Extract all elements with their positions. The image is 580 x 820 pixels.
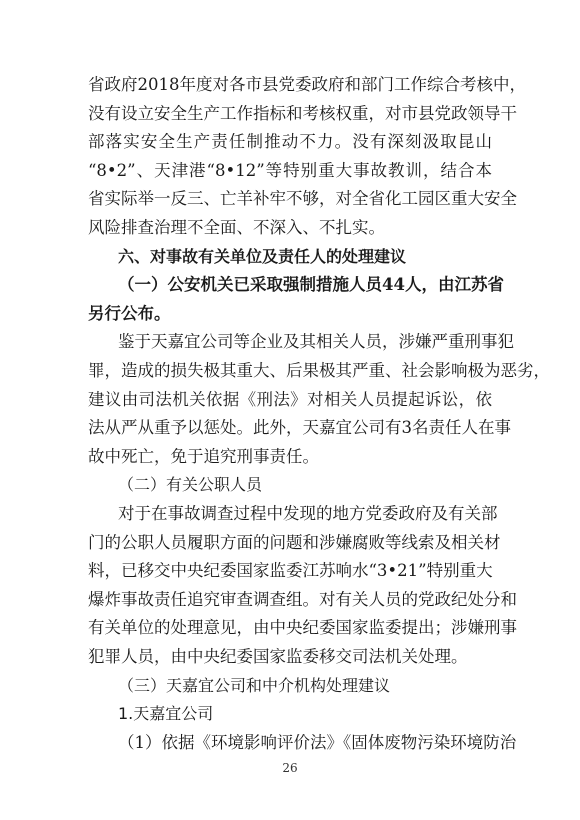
- paragraph-line: 料，已移交中央纪委国家监委江苏响水“3•21”特别重大: [88, 561, 493, 581]
- paragraph-line: 爆炸事故责任追究审查调查组。对有关人员的党政纪处分和: [88, 589, 517, 609]
- paragraph-line: 省政府2018年度对各市县党委政府和部门工作综合考核中，: [88, 75, 526, 94]
- paragraph-line: 省实际举一反三、亡羊补牢不够，对全省化工园区重大安全: [88, 189, 517, 209]
- paragraph-line: 故中死亡，免于追究刑事责任。: [88, 446, 319, 466]
- paragraph-line: 犯罪人员，由中央纪委国家监委移交司法机关处理。: [88, 647, 468, 666]
- paragraph-line: 对于在事故调查过程中发现的地方党委政府及有关部: [118, 504, 498, 523]
- paragraph-line: 建议由司法机关依据《刑法》对相关人员提起诉讼，依: [88, 389, 492, 409]
- paragraph-line: 门的公职人员履职方面的问题和涉嫌腐败等线索及相关材: [88, 532, 501, 552]
- paragraph-line: 风险排查治理不全面、不深入、不扎实。: [88, 218, 385, 237]
- subsection-heading: （一）公安机关已采取强制措施人员44人，由江苏省: [118, 275, 504, 295]
- subsection-heading: 1.天嘉宜公司: [118, 704, 214, 724]
- paragraph-line: 罪，造成的损失极其重大、后果极其严重、社会影响极为恶劣，: [88, 361, 550, 380]
- paragraph-line: 鉴于天嘉宜公司等企业及其相关人员，涉嫌严重刑事犯: [118, 332, 514, 352]
- paragraph-line: （1）依据《环境影响评价法》《固体废物污染环境防治: [118, 732, 517, 752]
- section-heading: 六、对事故有关单位及责任人的处理建议: [118, 246, 407, 266]
- subsection-heading-cont: 另行公布。: [88, 303, 171, 323]
- paragraph-line: 有关单位的处理意见，由中央纪委国家监委提出；涉嫌刑事: [88, 618, 517, 638]
- paragraph-line: 法从严从重予以惩处。此外，天嘉宜公司有3名责任人在事: [88, 418, 511, 438]
- paragraph-line: 部落实安全生产责任制推动不力。没有深刻汲取昆山: [88, 132, 492, 152]
- paragraph-line: “8•2”、天津港“8•12”等特别重大事故教训，结合本: [88, 160, 492, 180]
- paragraph-line: 没有设立安全生产工作指标和考核权重，对市县党政领导干: [88, 103, 517, 123]
- page-number: 26: [282, 761, 298, 775]
- subsection-heading: （三）天嘉宜公司和中介机构处理建议: [118, 675, 391, 695]
- subsection-heading: （二）有关公职人员: [118, 475, 263, 495]
